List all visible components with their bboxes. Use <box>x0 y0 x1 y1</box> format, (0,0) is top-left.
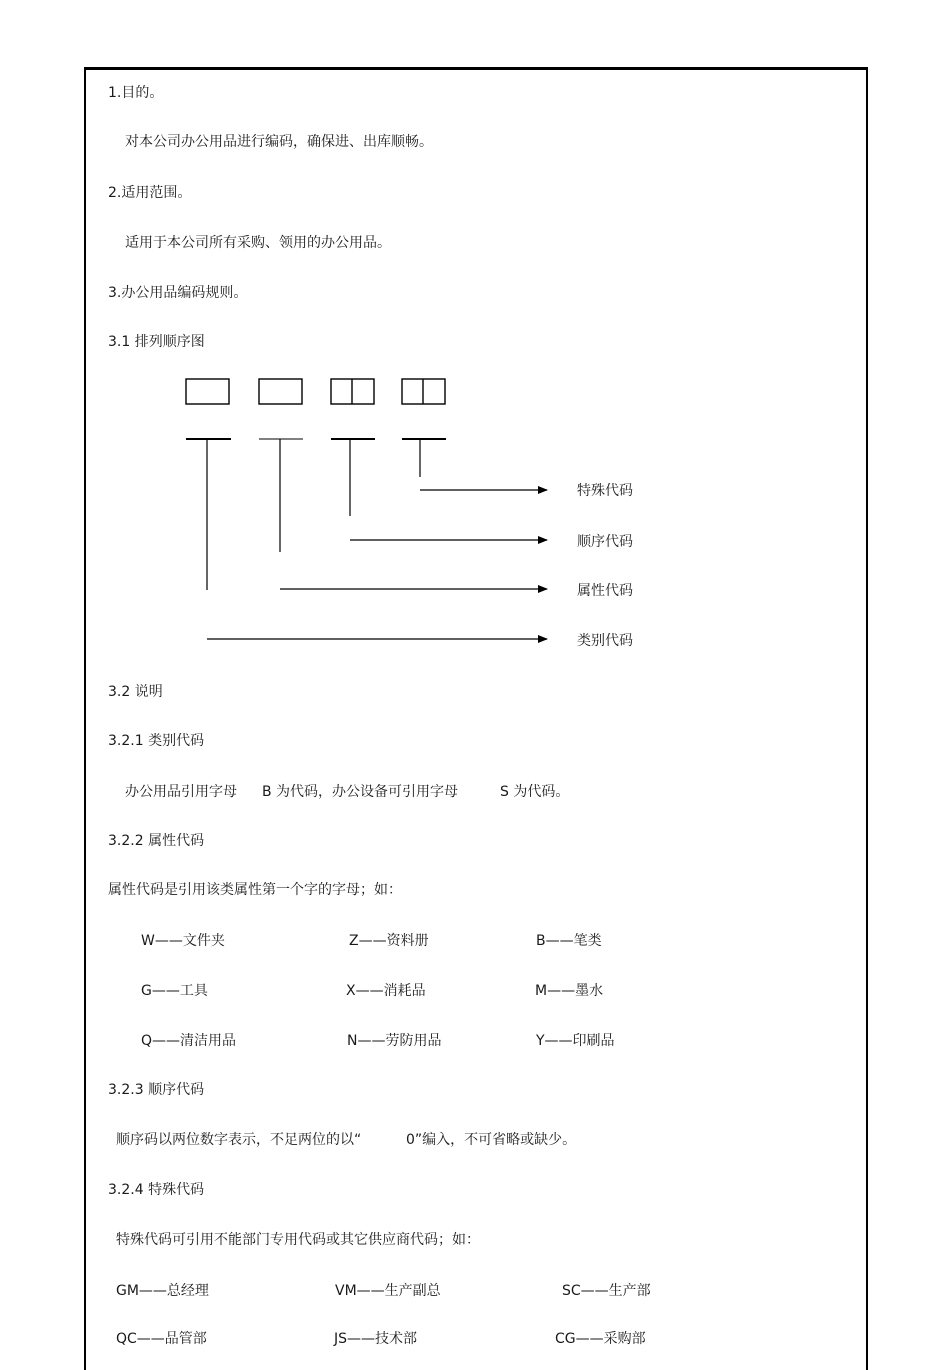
section-3-2-2-heading: 3.2.2 属性代码 <box>108 833 205 849</box>
section-2-heading: 2.适用范围。 <box>108 185 192 201</box>
category-code-text-c: S 为代码。 <box>500 784 570 800</box>
section-2-body: 适用于本公司所有采购、领用的办公用品。 <box>125 235 391 251</box>
section-3-2-3-heading: 3.2.3 顺序代码 <box>108 1082 205 1098</box>
attribute-code-item: N——劳防用品 <box>347 1033 442 1049</box>
attribute-code-item: M——墨水 <box>535 983 604 999</box>
special-code-item: QC——品管部 <box>116 1331 207 1347</box>
attribute-code-item: W——文件夹 <box>141 933 225 949</box>
category-code-text-a: 办公用品引用字母 <box>125 784 237 800</box>
attribute-code-item: G——工具 <box>141 983 208 999</box>
attribute-code-item: Y——印刷品 <box>536 1033 615 1049</box>
sequence-code-text-a: 顺序码以两位数字表示，不足两位的以“ <box>116 1132 362 1148</box>
attribute-code-item: Q——清洁用品 <box>141 1033 237 1049</box>
attribute-code-intro: 属性代码是引用该类属性第一个字的字母；如： <box>108 882 402 898</box>
special-code-item: SC——生产部 <box>562 1283 651 1299</box>
section-3-heading: 3.办公用品编码规则。 <box>108 285 248 301</box>
special-code-item: CG——采购部 <box>555 1331 646 1347</box>
attribute-code-item: Z——资料册 <box>349 933 429 949</box>
attribute-code-box <box>259 379 302 404</box>
sequence-code-text-b: 0”编入，不可省略或缺少。 <box>406 1132 577 1148</box>
special-code-intro: 特殊代码可引用不能部门专用代码或其它供应商代码；如： <box>116 1232 480 1248</box>
sequence-code-label: 顺序代码 <box>577 534 633 550</box>
category-code-box <box>186 379 229 404</box>
attribute-code-item: B——笔类 <box>536 933 602 949</box>
section-3-2-heading: 3.2 说明 <box>108 684 163 700</box>
section-3-2-4-heading: 3.2.4 特殊代码 <box>108 1182 205 1198</box>
section-3-2-1-heading: 3.2.1 类别代码 <box>108 733 205 749</box>
attribute-code-label: 属性代码 <box>577 583 633 599</box>
section-1-body: 对本公司办公用品进行编码，确保进、出库顺畅。 <box>125 134 433 150</box>
section-1-heading: 1.目的。 <box>108 85 164 101</box>
category-code-label: 类别代码 <box>577 633 633 649</box>
section-3-1-heading: 3.1 排列顺序图 <box>108 334 205 350</box>
special-code-item: GM——总经理 <box>116 1283 209 1299</box>
special-code-item: JS——技术部 <box>334 1331 418 1347</box>
attribute-code-item: X——消耗品 <box>346 983 426 999</box>
special-code-label: 特殊代码 <box>577 483 633 499</box>
category-code-text-b: B 为代码，办公设备可引用字母 <box>262 784 459 800</box>
special-code-item: VM——生产副总 <box>335 1283 441 1299</box>
